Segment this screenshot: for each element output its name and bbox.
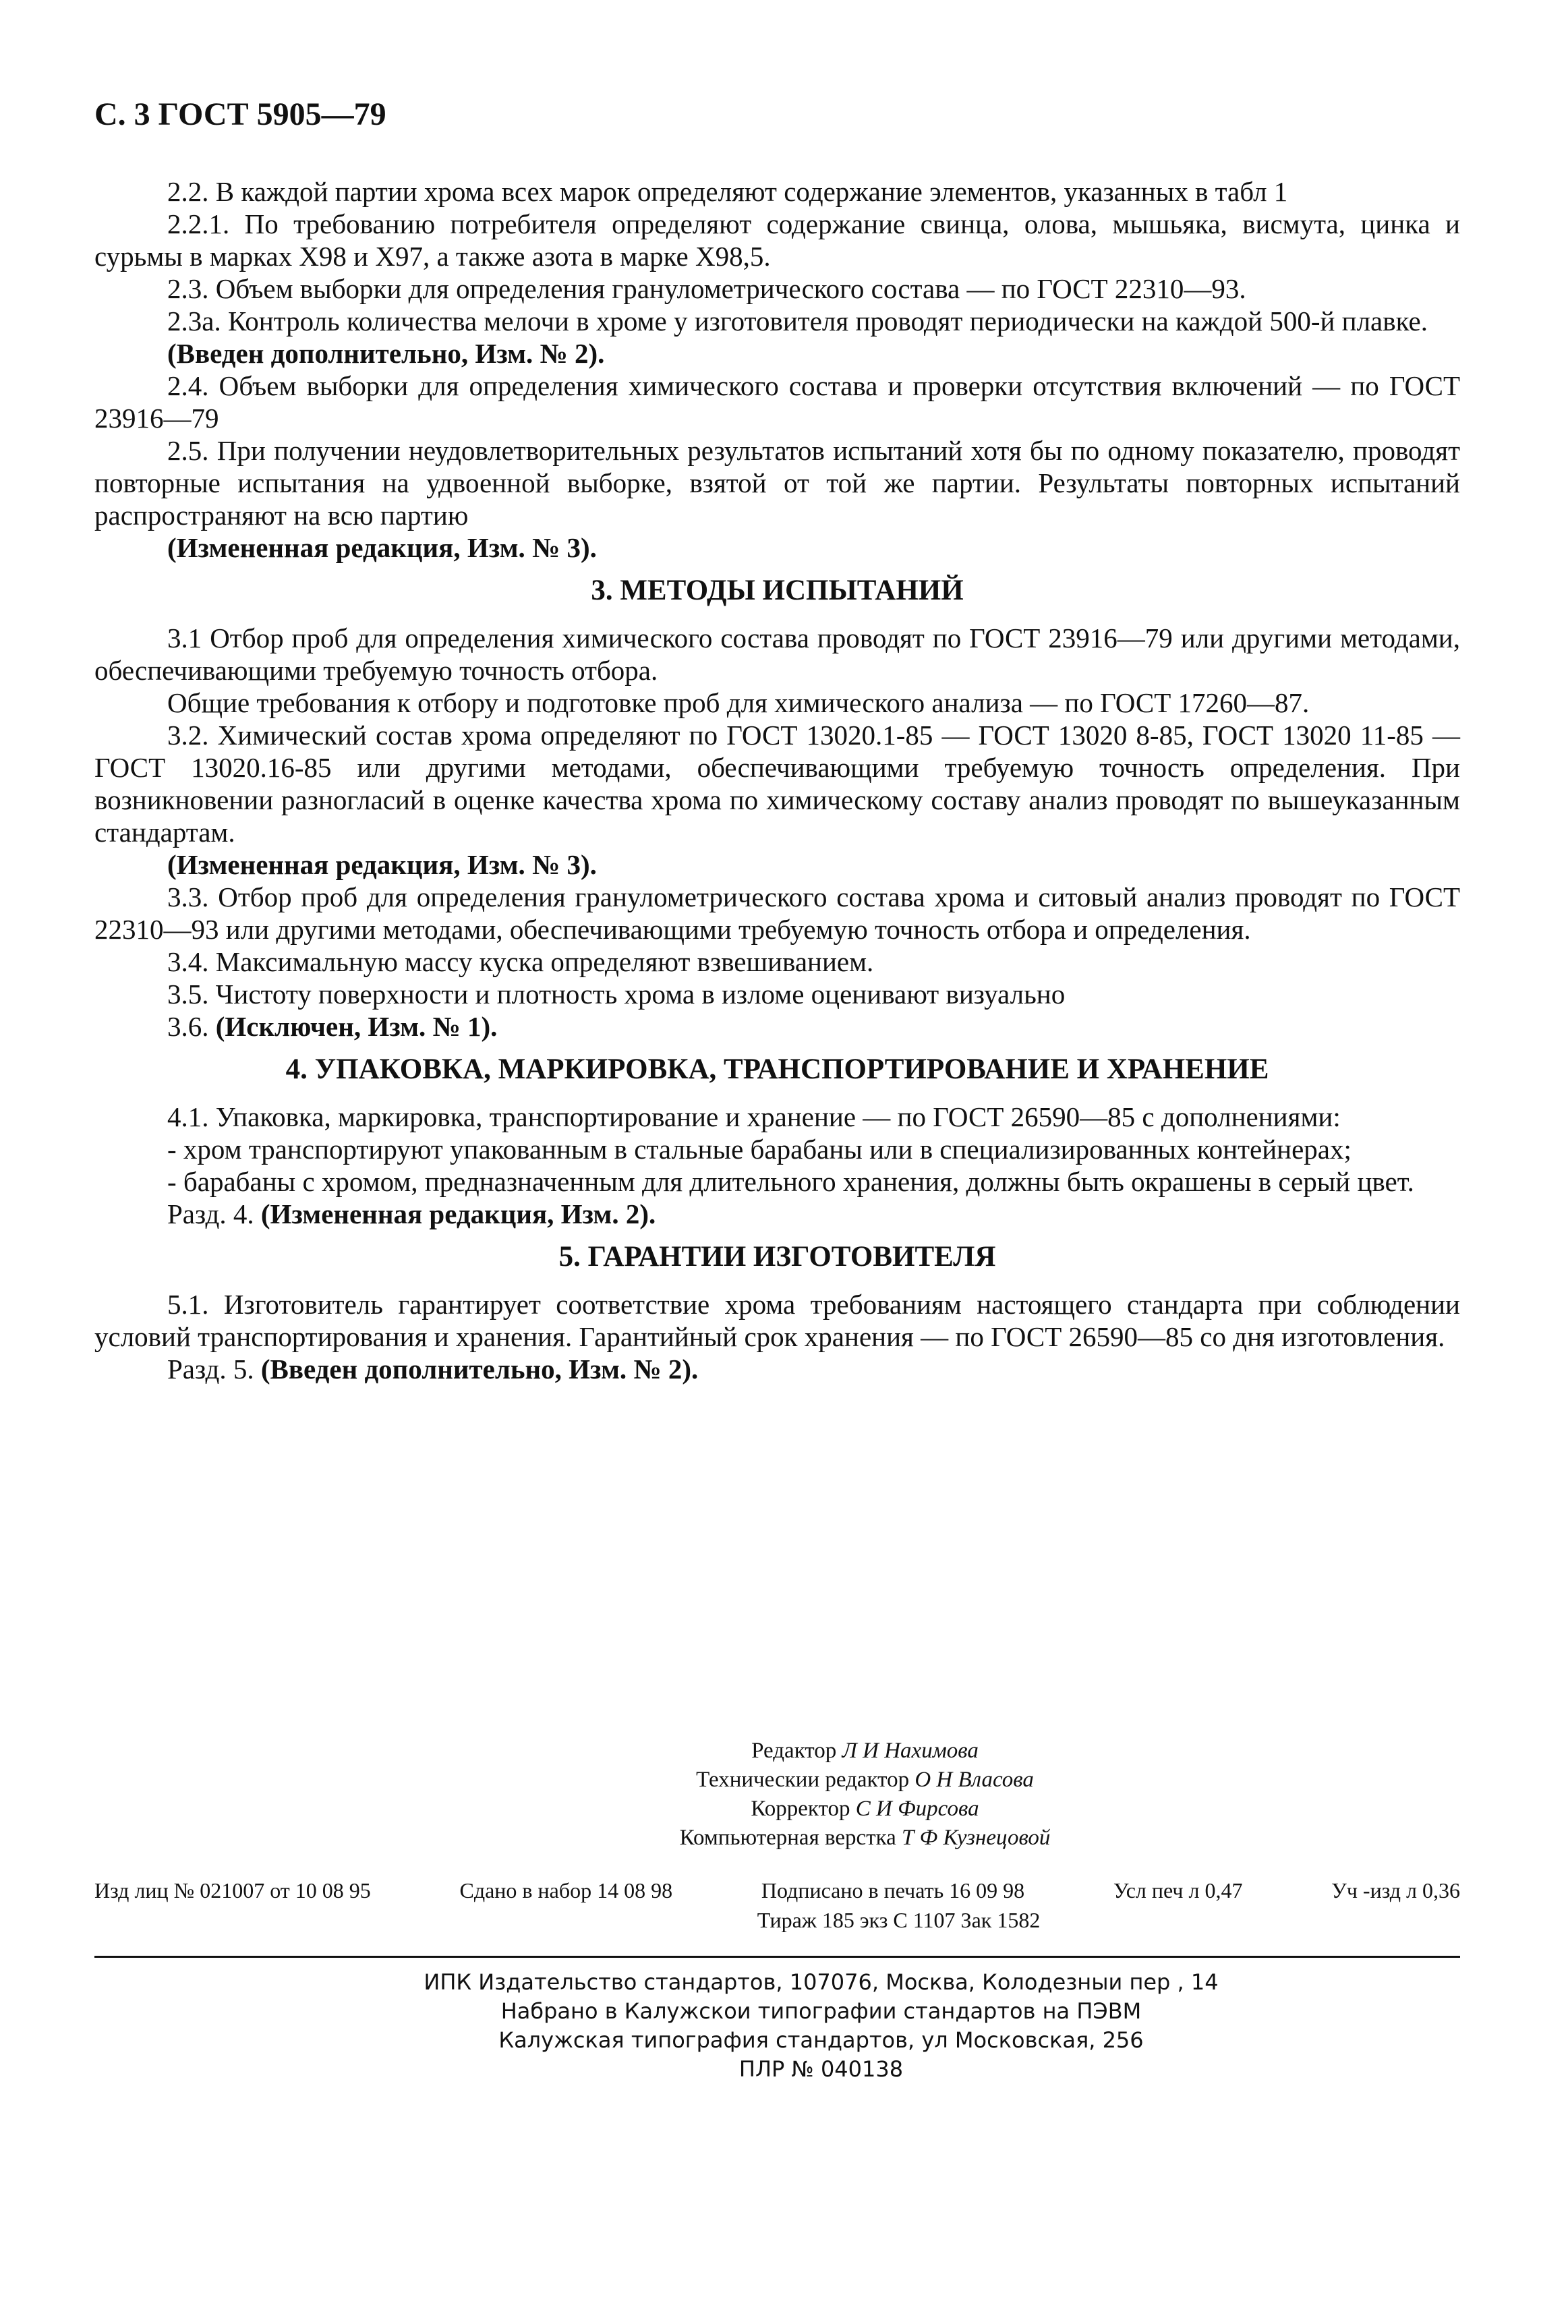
paragraph-2-2: 2.2. В каждой партии хрома всех марок определяют содержание элементов, указанных в табл 1 (167, 176, 1288, 207)
paragraph-3-1: 3.1 Отбор проб для определения химического состава проводят по ГОСТ 23916—79 или другими методами, обеспечивающими требуемую точность отбора. (94, 622, 1460, 686)
paragraph-2-4: 2.4. Объем выборки для определения химического состава и проверки отсутствия включений — по ГОСТ 23916—79 (94, 370, 1460, 434)
amendment-note-2-5: (Измененная редакция, Изм. № 3). (167, 532, 597, 563)
paragraph-3-1b: Общие требования к отбору и подготовке проб для химического анализа — по ГОСТ 17260—87. (167, 687, 1310, 718)
paragraph-2-2-1: 2.2.1. По требованию потребителя определяют содержание свинца, олова, мышьяка, висмута, цинка и сурьмы в марках Х98 и Х97, а также азота в марке Х98,5. (94, 208, 1460, 272)
publication-info (94, 1876, 1460, 1935)
paragraph-4-1: 4.1. Упаковка, маркировка, транспортирование и хранение — по ГОСТ 26590—85 с дополнениями: (167, 1101, 1341, 1132)
signed-for-print: Подписано в печать 16 09 98 (761, 1878, 1025, 1902)
paragraph-3-3: 3.3. Отбор проб для определения гранулометрического состава хрома и ситовый анализ проводят по ГОСТ 22310—93 или другими методами, обеспечивающими требуемую точность отбора и определения. (94, 881, 1460, 945)
page-header: С. 3 ГОСТ 5905—79 (94, 96, 386, 132)
section-heading-3: 3. МЕТОДЫ ИСПЫТАНИЙ (591, 575, 964, 606)
publisher-sheets: Уч -изд л 0,36 (1331, 1878, 1460, 1902)
credit-person: С И Фирсова (855, 1797, 979, 1821)
sent-to-typeset: Сдано в набор 14 08 98 (459, 1878, 673, 1902)
amendment-5-text: (Введен дополнительно, Изм. № 2). (260, 1354, 699, 1385)
amendment-5-prefix: Разд. 5. (167, 1354, 254, 1385)
paragraph-2-3a: 2.3а. Контроль количества мелочи в хроме у изготовителя проводят периодически на каждой 500-й плавке. (167, 306, 1428, 337)
imprint-line: Калужская типография стандартов, ул Московская, 256 (498, 2027, 1144, 2053)
section-heading-4: 4. УПАКОВКА, МАРКИРОВКА, ТРАНСПОРТИРОВАНИЕ И ХРАНЕНИЕ (285, 1053, 1269, 1085)
amendment-note-section-5 (94, 1353, 1460, 1385)
paragraph-3-6-excluded: (Исключен, Изм. № 1). (215, 1011, 498, 1042)
amendment-note-2-3a: (Введен дополнительно, Изм. № 2). (167, 338, 605, 369)
horizontal-divider (94, 1956, 1460, 1958)
paragraph-2-5: 2.5. При получении неудовлетворительных результатов испытаний хотя бы по одному показателю, проводят повторные испытания на удвоенной выборке, взятой от той же партии. Результаты повторных испытаний распространяют на всю партию (94, 435, 1460, 531)
credit-person: Т Ф Кузнецовой (902, 1826, 1051, 1850)
license-number: Изд лиц № 021007 от 10 08 95 (94, 1878, 371, 1902)
credit-person: О Н Власова (914, 1768, 1034, 1792)
credit-tech-editor (94, 1766, 1460, 1795)
amendment-4-prefix: Разд. 4. (167, 1198, 254, 1229)
credit-layout (94, 1824, 1460, 1853)
publication-row (94, 1876, 1460, 1905)
imprint-line: Набрано в Калужскои типографии стандартов на ПЭВМ (500, 1998, 1142, 2024)
amendment-note-section-4 (94, 1198, 1460, 1230)
imprint-block (94, 1968, 1460, 2084)
credit-corrector (94, 1795, 1460, 1824)
print-run: Тираж 185 экз С 1107 Зак 1582 (757, 1908, 1041, 1932)
paragraph-3-5: 3.5. Чистоту поверхности и плотность хрома в изломе оценивают визуально (167, 979, 1066, 1010)
document-body (94, 175, 1460, 1385)
print-sheets: Усл печ л 0,47 (1113, 1878, 1243, 1902)
paragraph-3-6 (94, 1010, 1460, 1043)
paragraph-5-1: 5.1. Изготовитель гарантирует соответствие хрома требованиям настоящего стандарта при соблюдении условий транспортирования и хранения. Гарантийный срок хранения — по ГОСТ 26590—85 со дня изготовления. (94, 1289, 1460, 1352)
paragraph-4-1-item-a: - хром транспортируют упакованным в стальные барабаны или в специализированных контейнерах; (167, 1134, 1352, 1165)
imprint-line: ИПК Издательство стандартов, 107076, Москва, Колодезныи пер , 14 (424, 1969, 1219, 1995)
imprint-line: ПЛР № 040138 (738, 2056, 904, 2082)
paragraph-3-4: 3.4. Максимальную массу куска определяют взвешиванием. (167, 946, 874, 977)
paragraph-3-6-number: 3.6. (167, 1011, 209, 1042)
paragraph-4-1-item-b: - барабаны с хромом, предназначенным для длительного хранения, должны быть окрашены в серый цвет. (167, 1166, 1414, 1197)
paragraph-2-3: 2.3. Объем выборки для определения гранулометрического состава — по ГОСТ 22310—93. (167, 273, 1246, 304)
credit-role: Техническии редактор (696, 1768, 910, 1792)
credit-role: Редактор (751, 1739, 837, 1763)
paragraph-3-2: 3.2. Химический состав хрома определяют по ГОСТ 13020.1-85 — ГОСТ 13020 8-85, ГОСТ 13020 11-85 — ГОСТ 13020.16-85 или другими методами, обеспечивающими требуемую точность определения. При возникновении разногласий в оценке качества хрома по химическому составу анализ проводят по вышеуказанным стандартам. (94, 720, 1460, 848)
credits-block (94, 1737, 1460, 1935)
credit-role: Компьютерная верстка (679, 1826, 896, 1850)
amendment-note-3-2: (Измененная редакция, Изм. № 3). (167, 849, 597, 880)
section-heading-5: 5. ГАРАНТИИ ИЗГОТОВИТЕЛЯ (558, 1241, 996, 1273)
amendment-4-text: (Измененная редакция, Изм. 2). (260, 1198, 656, 1229)
credit-person: Л И Нахимова (842, 1739, 979, 1763)
credit-editor (94, 1737, 1460, 1766)
credit-role: Корректор (751, 1797, 850, 1821)
